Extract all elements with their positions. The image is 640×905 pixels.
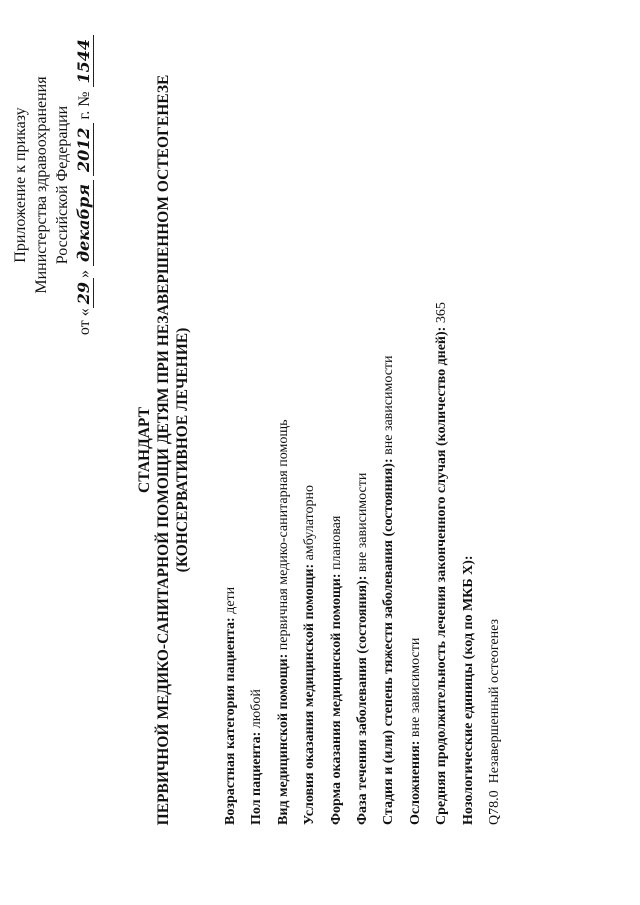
attribute-list (218, 25, 508, 825)
approval-line-3: Российской Федерации (54, 105, 71, 265)
nosology-code: Q78.0 (486, 790, 502, 825)
attribute-row (456, 25, 482, 825)
document-title (135, 35, 192, 865)
attribute-row (244, 25, 270, 825)
attribute-value: дети (223, 586, 238, 618)
nosology-name: Незавершенный остеогенез (486, 618, 502, 784)
attribute-value: первичная медико-санитарная помощь (275, 419, 291, 654)
title-line-3: (КОНСЕРВАТИВНОЕ ЛЕЧЕНИЕ) (174, 327, 191, 573)
title-line-1: СТАНДАРТ (136, 407, 153, 493)
attribute-value: вне зависимости (381, 355, 397, 459)
attribute-row (218, 25, 244, 825)
attribute-row (271, 25, 297, 825)
attribute-value: плановая (328, 515, 344, 574)
approval-prefix: от « (76, 308, 93, 336)
approval-sep: » (76, 270, 93, 279)
attribute-row (376, 25, 402, 825)
attribute-label-suffix: ): (460, 555, 476, 565)
title-line-2: ПЕРВИЧНОЙ МЕДИКО-САНИТАРНОЙ ПОМОЩИ ДЕТЯМ ПРИ НЕЗАВЕРШЕННОМ ОСТЕОГЕНЕЗЕ (155, 74, 172, 826)
approval-line-2: Министерства здравоохранения (33, 76, 50, 294)
attribute-label: Стадия и (или) степень тяжести заболевания (состояния): (381, 458, 397, 825)
approval-date-line (73, 25, 95, 345)
attribute-label: Возрастная категория пациента: (223, 617, 238, 825)
approval-number: 1544 (74, 35, 94, 88)
attribute-label: Нозологические единицы (код по МКБ X (460, 564, 476, 825)
attribute-row (324, 25, 350, 825)
approval-day: 29 (74, 278, 94, 308)
attribute-label: Условия оказания медицинской помощи: (302, 563, 318, 825)
attribute-row (429, 25, 455, 825)
attribute-value: вне зависимости (407, 637, 423, 741)
approval-year: 2012 (74, 124, 94, 177)
attribute-value: амбулаторно (302, 485, 318, 564)
approval-month: декабря (74, 180, 94, 266)
attribute-row (297, 25, 323, 825)
attribute-row (350, 25, 376, 825)
attribute-value: любой (249, 689, 265, 732)
attribute-value: 365 (434, 302, 450, 327)
nosology-row (482, 25, 508, 825)
approval-block (10, 25, 95, 345)
attribute-label: Вид медицинской помощи: (275, 653, 291, 825)
attribute-label: Форма оказания медицинской помощи: (328, 573, 344, 825)
attribute-label: Пол пациента: (249, 731, 265, 825)
attribute-label: Осложнения: (407, 740, 423, 825)
attribute-label: Средняя продолжительность лечения законченного случая (количество дней): (434, 326, 450, 825)
attribute-value: вне зависимости (354, 472, 370, 576)
attribute-label: Фаза течения заболевания (состояния): (354, 575, 370, 825)
approval-line-1: Приложение к приказу (12, 107, 29, 263)
attribute-row (403, 25, 429, 825)
approval-year-suffix: г. № (76, 91, 93, 120)
